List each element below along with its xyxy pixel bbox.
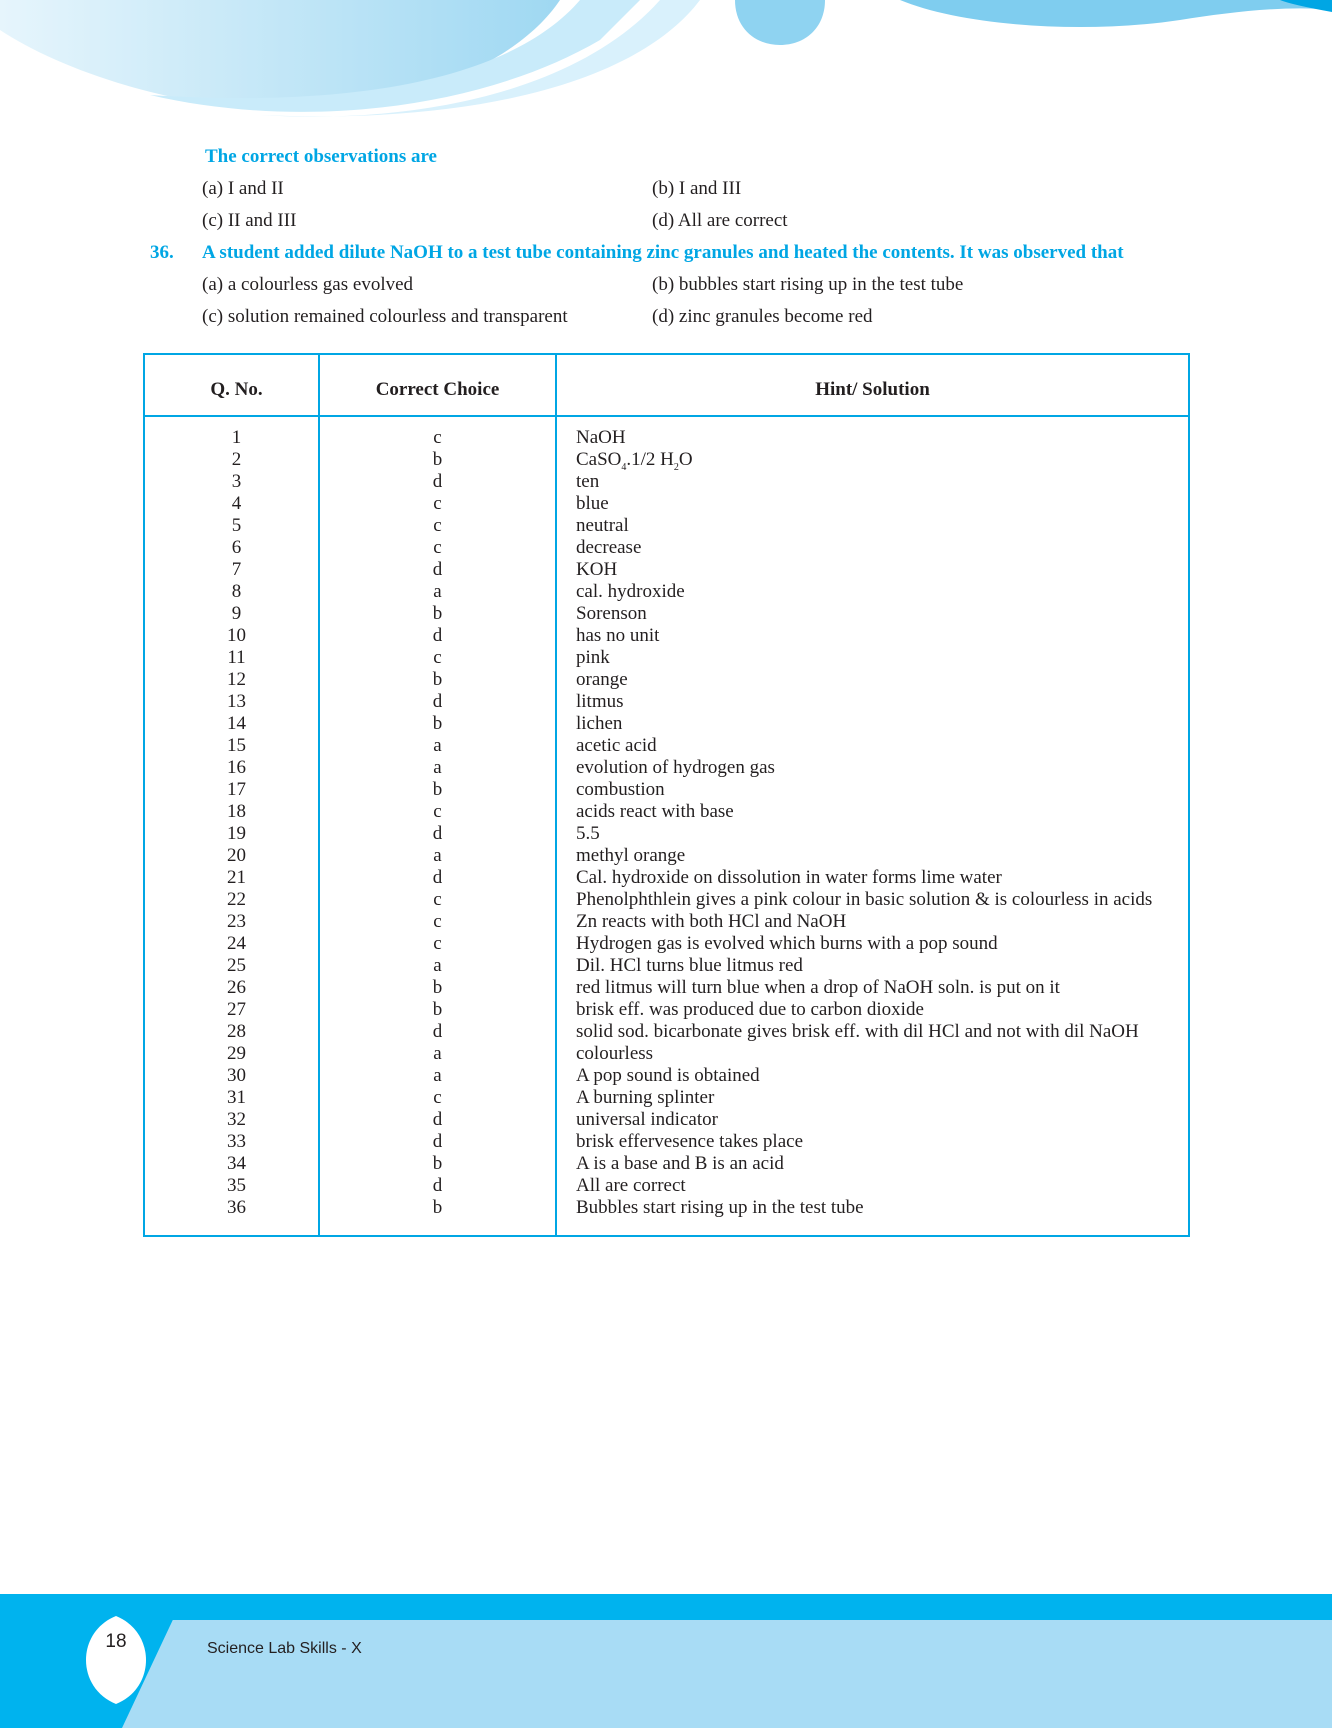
row-correct-choice: b	[432, 669, 443, 690]
row-qno: 30	[227, 1065, 246, 1086]
row-hint: NaOH	[576, 427, 626, 448]
row-hint: acids react with base	[576, 801, 734, 822]
row-correct-choice: d	[432, 1021, 443, 1042]
row-correct-choice: d	[432, 1131, 443, 1152]
row-qno: 36	[227, 1197, 246, 1218]
row-qno: 20	[227, 845, 246, 866]
row-correct-choice: d	[432, 867, 443, 888]
row-hint: A pop sound is obtained	[576, 1065, 760, 1086]
table-row	[145, 603, 1188, 625]
header-hint-solution: Hint/ Solution	[815, 379, 930, 400]
row-qno: 10	[227, 625, 246, 646]
row-correct-choice: a	[433, 757, 442, 778]
row-qno: 1	[231, 427, 242, 448]
row-correct-choice: c	[433, 1087, 442, 1108]
row-qno: 8	[231, 581, 242, 602]
row-qno: 28	[227, 1021, 246, 1042]
q35-option-d: (d) All are correct	[652, 210, 788, 231]
row-hint: brisk effervesence takes place	[576, 1131, 803, 1152]
row-hint: cal. hydroxide	[576, 581, 685, 602]
row-qno: 22	[227, 889, 246, 910]
table-row	[145, 625, 1188, 647]
row-correct-choice: b	[432, 713, 443, 734]
q36-option-c: (c) solution remained colourless and transparent	[202, 306, 568, 327]
row-qno: 31	[227, 1087, 246, 1108]
table-row	[145, 977, 1188, 999]
row-qno: 24	[227, 933, 246, 954]
table-row	[145, 559, 1188, 581]
row-qno: 19	[227, 823, 246, 844]
row-qno: 17	[227, 779, 246, 800]
table-row	[145, 845, 1188, 867]
row-hint: blue	[576, 493, 609, 514]
row-hint: All are correct	[576, 1175, 686, 1196]
table-row	[145, 911, 1188, 933]
row-correct-choice: a	[433, 735, 442, 756]
table-row	[145, 1021, 1188, 1043]
row-correct-choice: d	[432, 691, 443, 712]
row-hint: acetic acid	[576, 735, 657, 756]
row-hint: 5.5	[576, 823, 600, 844]
row-qno: 3	[231, 471, 242, 492]
header-wave-decoration	[0, 0, 1332, 130]
row-correct-choice: b	[432, 779, 443, 800]
table-row	[145, 1087, 1188, 1109]
row-correct-choice: c	[433, 911, 442, 932]
row-qno: 2	[231, 449, 242, 470]
table-row	[145, 1109, 1188, 1131]
table-row	[145, 955, 1188, 977]
row-hint: evolution of hydrogen gas	[576, 757, 775, 778]
row-hint: colourless	[576, 1043, 654, 1064]
row-hint: A is a base and B is an acid	[576, 1153, 784, 1174]
row-hint: lichen	[576, 713, 623, 734]
row-correct-choice: b	[432, 449, 443, 470]
row-correct-choice: d	[432, 625, 443, 646]
row-hint: Bubbles start rising up in the test tube	[576, 1197, 864, 1218]
table-row	[145, 1043, 1188, 1065]
q36-option-d: (d) zinc granules become red	[652, 306, 873, 327]
row-correct-choice: c	[433, 889, 442, 910]
row-hint: brisk eff. was produced due to carbon dioxide	[576, 999, 924, 1020]
row-hint: has no unit	[576, 625, 660, 646]
row-qno: 33	[227, 1131, 246, 1152]
table-row	[145, 999, 1188, 1021]
q35-option-c: (c) II and III	[202, 210, 297, 231]
row-hint: ten	[576, 471, 600, 492]
row-qno: 12	[227, 669, 246, 690]
table-body	[145, 427, 1188, 1219]
q35-option-a: (a) I and II	[202, 178, 284, 199]
footer-band	[0, 1594, 1332, 1728]
question-text: A student added dilute NaOH to a test tube containing zinc granules and heated the contents. It was observed that	[202, 242, 1124, 263]
table-row	[145, 933, 1188, 955]
row-correct-choice: d	[432, 471, 443, 492]
row-qno: 25	[227, 955, 246, 976]
row-qno: 4	[231, 493, 242, 514]
row-qno: 5	[231, 515, 242, 536]
row-hint: Cal. hydroxide on dissolution in water forms lime water	[576, 867, 1002, 888]
row-correct-choice: c	[433, 537, 442, 558]
table-row	[145, 889, 1188, 911]
table-row	[145, 449, 1188, 471]
table-row	[145, 867, 1188, 889]
table-row	[145, 647, 1188, 669]
row-hint: neutral	[576, 515, 629, 536]
row-correct-choice: c	[433, 493, 442, 514]
page-number: 18	[105, 1631, 127, 1652]
row-correct-choice: d	[432, 1109, 443, 1130]
row-correct-choice: b	[432, 977, 443, 998]
row-qno: 9	[231, 603, 242, 624]
row-correct-choice: c	[433, 515, 442, 536]
row-qno: 6	[231, 537, 242, 558]
row-hint: universal indicator	[576, 1109, 718, 1130]
row-hint: Sorenson	[576, 603, 647, 624]
book-title: Science Lab Skills - X	[207, 1640, 362, 1657]
answer-key-table	[143, 353, 1190, 1237]
row-correct-choice: b	[432, 603, 443, 624]
row-correct-choice: b	[432, 999, 443, 1020]
row-hint: Dil. HCl turns blue litmus red	[576, 955, 803, 976]
row-hint: methyl orange	[576, 845, 686, 866]
table-row	[145, 1197, 1188, 1219]
row-correct-choice: c	[433, 427, 442, 448]
row-qno: 14	[227, 713, 246, 734]
row-correct-choice: a	[433, 1043, 442, 1064]
header-divider	[145, 415, 1188, 417]
table-row	[145, 757, 1188, 779]
row-correct-choice: b	[432, 1153, 443, 1174]
header-qno: Q. No.	[210, 379, 263, 400]
q36-option-a: (a) a colourless gas evolved	[202, 274, 414, 295]
row-correct-choice: c	[433, 801, 442, 822]
observations-heading: The correct observations are	[205, 146, 437, 167]
q35-option-b: (b) I and III	[652, 178, 742, 199]
row-qno: 13	[227, 691, 246, 712]
row-qno: 23	[227, 911, 246, 932]
table-row	[145, 1065, 1188, 1087]
row-correct-choice: a	[433, 955, 442, 976]
row-qno: 15	[227, 735, 246, 756]
table-row	[145, 779, 1188, 801]
row-qno: 18	[227, 801, 246, 822]
row-correct-choice: a	[433, 845, 442, 866]
row-hint: red litmus will turn blue when a drop of NaOH soln. is put on it	[576, 977, 1060, 998]
table-row	[145, 735, 1188, 757]
row-correct-choice: c	[433, 647, 442, 668]
row-qno: 7	[231, 559, 242, 580]
table-row	[145, 1153, 1188, 1175]
table-row	[145, 669, 1188, 691]
table-row	[145, 493, 1188, 515]
table-row	[145, 427, 1188, 449]
row-correct-choice: d	[432, 559, 443, 580]
q36-option-b: (b) bubbles start rising up in the test tube	[652, 274, 964, 295]
question-number: 36.	[150, 242, 174, 263]
table-row	[145, 801, 1188, 823]
row-qno: 11	[227, 647, 246, 668]
table-row	[145, 515, 1188, 537]
table-row	[145, 691, 1188, 713]
row-hint: decrease	[576, 537, 642, 558]
row-correct-choice: b	[432, 1197, 443, 1218]
row-qno: 32	[227, 1109, 246, 1130]
table-row	[145, 581, 1188, 603]
row-hint: pink	[576, 647, 610, 668]
row-hint: Hydrogen gas is evolved which burns with a pop sound	[576, 933, 998, 954]
row-hint: CaSO$_4$.1/2 $H_2O$	[576, 449, 693, 473]
row-qno: 34	[227, 1153, 246, 1174]
row-hint: orange	[576, 669, 628, 690]
header-correct-choice: Correct Choice	[375, 379, 500, 400]
row-hint: solid sod. bicarbonate gives brisk eff. with dil HCl and not with dil NaOH	[576, 1021, 1139, 1042]
row-qno: 35	[227, 1175, 246, 1196]
row-correct-choice: a	[433, 1065, 442, 1086]
row-correct-choice: d	[432, 1175, 443, 1196]
row-correct-choice: a	[433, 581, 442, 602]
row-qno: 29	[227, 1043, 246, 1064]
row-hint: KOH	[576, 559, 618, 580]
table-row	[145, 823, 1188, 845]
table-row	[145, 1131, 1188, 1153]
row-qno: 27	[227, 999, 246, 1020]
row-qno: 26	[227, 977, 246, 998]
row-correct-choice: c	[433, 933, 442, 954]
table-row	[145, 537, 1188, 559]
row-hint: Phenolphthlein gives a pink colour in basic solution & is colourless in acids	[576, 889, 1153, 910]
row-hint: litmus	[576, 691, 624, 712]
row-qno: 16	[227, 757, 246, 778]
row-hint: combustion	[576, 779, 665, 800]
row-hint: A burning splinter	[576, 1087, 715, 1108]
row-correct-choice: d	[432, 823, 443, 844]
table-row	[145, 1175, 1188, 1197]
table-row	[145, 471, 1188, 493]
row-hint: Zn reacts with both HCl and NaOH	[576, 911, 847, 932]
row-qno: 21	[227, 867, 246, 888]
table-row	[145, 713, 1188, 735]
